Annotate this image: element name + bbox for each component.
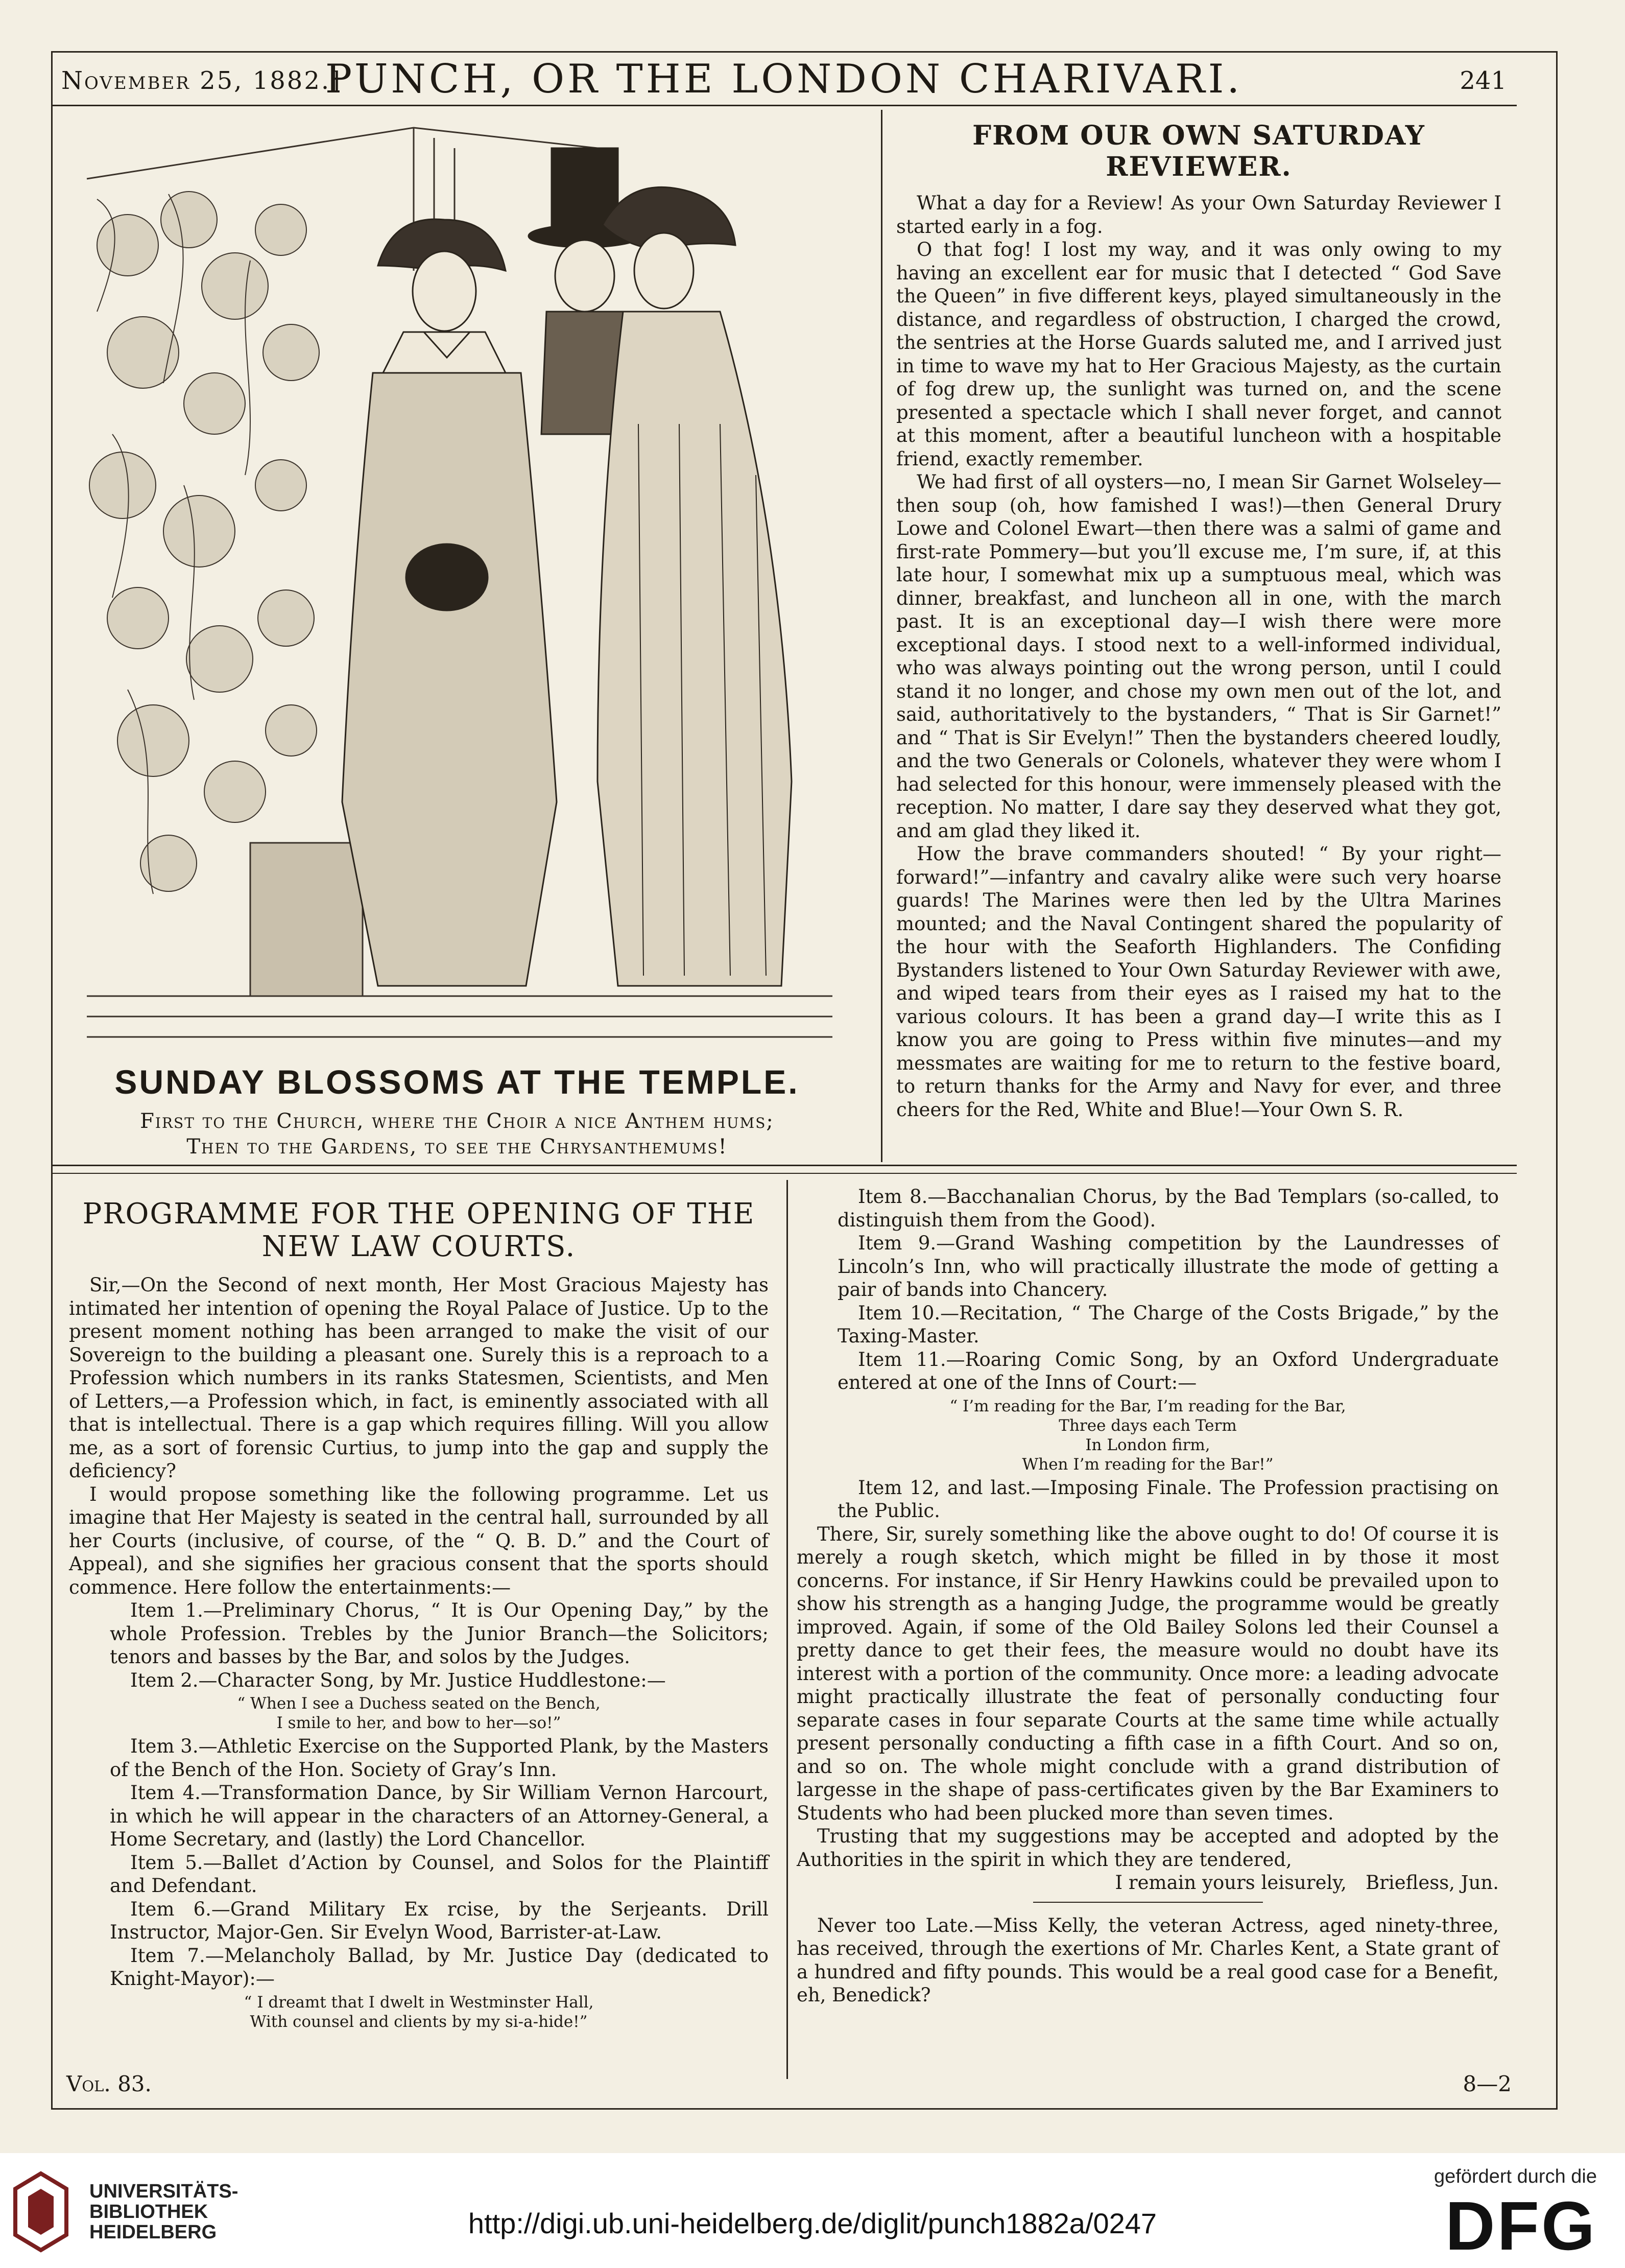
saturday-reviewer-body <box>896 192 1501 1121</box>
verse-line: “ I dreamt that I dwelt in Westminster Hall, <box>244 1993 594 2012</box>
funded-by-text: gefördert durch die <box>1434 2166 1597 2187</box>
programme-item-11: Item 11.—Roaring Comic Song, by an Oxford Undergraduate entered at one of the Inns of Court:— <box>838 1348 1499 1393</box>
illustration-caption <box>66 1108 848 1160</box>
programme-item-2: Item 2.—Character Song, by Mr. Justice Huddlestone:— <box>130 1669 666 1691</box>
library-name-line: BIBLIOTHEK <box>89 2201 208 2223</box>
page-number: 241 <box>1460 66 1507 95</box>
programme-item-8: Item 8.—Bacchanalian Chorus, by the Bad Templars (so-called, to distinguish them from the Good). <box>838 1186 1499 1231</box>
verse-item-2 <box>69 1694 769 1733</box>
programme-intro-2: I would propose something like the following programme. Let us imagine that Her Majesty is seated in the central hall, surrounded by all her Courts (inclusive, of course, of the “ Q. B. D.” and the Court of Appeal), and she signifies her gracious consent that the sports should commence. Here follow the entertainments:— <box>69 1483 769 1598</box>
section-rule <box>51 1165 1517 1166</box>
verse-line: “ When I see a Duchess seated on the Bench, <box>237 1694 601 1713</box>
issue-date: November 25, 1882.] <box>61 66 342 95</box>
column-divider-bottom <box>786 1180 788 2079</box>
programme-item-10: Item 10.—Recitation, “ The Charge of the Costs Brigade,” by the Taxing-Master. <box>838 1302 1499 1347</box>
signature-mark: 8—2 <box>1463 2071 1512 2096</box>
verse-line: I smile to her, and bow to her—so!” <box>276 1714 561 1732</box>
programme-intro-1: Sir,—On the Second of next month, Her Most Gracious Majesty has intimated her intention of opening the Royal Palace of Justice. Up to the present moment nothing has been arranged to make the visit of our Sovereign to the building a pleasant one. Surely this is a reproach to a Profession which numbers in its ranks Statesmen, Scientists, and Men of Letters,—a Profession which, in fact, is eminently associated with all that is intellectual. There is a gap which requires filling. Will you allow me, as a sort of forensic Curtius, to jump into the gap and supply the deficiency? <box>69 1274 769 1482</box>
saturday-paragraph-2: O that fog! I lost my way, and it was only owing to my having an excellent ear for music that I detected “ God Save the Queen” in five different keys, played simultaneously in the distance, and regardless of obstruction, I charged the crowd, the sentries at the Horse Guards saluted me, and I arrived just in time to wave my hat to Her Gracious Majesty, as the curtain of fog drew up, the sunlight was turned on, and the scene presented a spectacle which I shall never forget, and cannot at this moment, after a beautiful luncheon with a hospitable friend, exactly remember. <box>896 239 1501 470</box>
header-rule <box>51 105 1517 106</box>
programme-continued-body <box>797 1185 1499 2007</box>
programme-closing-1: There, Sir, surely something like the above ought to do! Of course it is merely a rough sketch, which might be filled in by those it most concerns. For instance, if Sir Henry Hawkins could be prevailed upon to show his strength as a hanging Judge, the programme would be greatly improved. Again, if some of the Old Bailey Solons led their Counsel a pretty dance to get their fees, the measure would no doubt have its interest with a portion of the community. Once more: a leading advocate might practically illustrate the feat of personally conducting four separate cases in four separate Courts at the same time while actually present personally conducting a fifth case in a fifth Court. And so on, and so on. The whole might conclude with a grand distribution of largesse in the shape of pass-certificates given by the Bar Examiners to Students who had been plucked more than seven times. <box>797 1523 1499 1824</box>
verse-line: In London firm, <box>1085 1435 1210 1454</box>
programme-title: PROGRAMME FOR THE OPENING OF THE NEW LAW COURTS. <box>82 1197 755 1263</box>
saturday-reviewer-title: FROM OUR OWN SATURDAY REVIEWER. <box>972 120 1425 182</box>
programme-item-4: Item 4.—Transformation Dance, by Sir William Vernon Harcourt, in which he will appear in the characters of an Attorney-General, a Home Secretary, and (lastly) the Lord Chancellor. <box>110 1782 769 1850</box>
never-too-late-paragraph: Never too Late.—Miss Kelly, the veteran Actress, aged ninety-three, has received, through the exertions of Mr. Charles Kent, a State grant of a hundred and fifty pounds. This would be a real good case for a Benefit, eh, Benedick? <box>797 1914 1499 2006</box>
programme-article <box>69 1198 769 2034</box>
programme-item-9: Item 9.—Grand Washing competition by the Laundresses of Lincoln’s Inn, who will practically illustrate the mode of getting a pair of bands into Chancery. <box>838 1232 1499 1301</box>
caption-line-1: First to the Church, where the Choir a nice Anthem hums; <box>140 1109 774 1133</box>
programme-item-12: Item 12, and last.—Imposing Finale. The Profession practising on the Public. <box>838 1476 1499 1522</box>
page-header <box>61 49 1507 105</box>
programme-continued <box>797 1185 1499 2007</box>
programme-item-3: Item 3.—Athletic Exercise on the Supported Plank, by the Masters of the Bench of the Hon. Society of Gray’s Inn. <box>110 1735 769 1781</box>
volume-number: Vol. 83. <box>66 2071 152 2096</box>
programme-item-1: Item 1.—Preliminary Chorus, “ It is Our Opening Day,” by the whole Profession. Trebles by the Junior Branch—the Solicitors; tenors and basses by the Bar, and solos by the Judges. <box>110 1599 769 1668</box>
saturday-reviewer-article <box>896 120 1501 1121</box>
column-divider-top <box>881 110 882 1162</box>
verse-line: When I’m reading for the Bar!” <box>1022 1455 1274 1474</box>
engraving-illustration <box>66 117 848 1052</box>
illustration-title: SUNDAY BLOSSOMS AT THE TEMPLE. <box>114 1063 800 1101</box>
programme-item-6: Item 6.—Grand Military Ex rcise, by the Serjeants. Drill Instructor, Major-Gen. Sir Evelyn Wood, Barrister-at-Law. <box>110 1898 769 1943</box>
article-separator <box>1033 1902 1263 1903</box>
programme-body <box>69 1273 769 2031</box>
dfg-logo: DFG <box>1445 2187 1597 2264</box>
programme-closing-2: Trusting that my suggestions may be accepted and adopted by the Authorities in the spirit in which they are tendered, <box>797 1825 1499 1871</box>
verse-line: With counsel and clients by my si-a-hide!” <box>250 2012 588 2031</box>
verse-item-7 <box>69 1993 769 2031</box>
library-name-line: HEIDELBERG <box>89 2222 217 2243</box>
saturday-paragraph-3: We had first of all oysters—no, I mean Sir Garnet Wolseley—then soup (oh, how famished I was!)—then General Drury Lowe and Colonel Ewart—then there was a salmi of game and first-rate Pommery—but you’ll excuse me, I’m sure, if, at this late hour, I somewhat mix up a sumptuous meal, which was dinner, breakfast, and luncheon all in one, with the march past. It is an exceptional day—I wish there were more exceptional days. I stood next to a well-informed individual, who was always pointing out the wrong person, until I could stand it no longer, and chose my own men out of the lot, and said, authoritatively to the bystanders, “ That is Sir Garnet!” and “ That is Sir Evelyn!” Then the bystanders cheered loudly, and the two Generals or Colonels, whatever they were whom I had selected for this honour, were immensely pleased with the reception. No matter, I dare say they deserved what they got, and am glad they liked it. <box>896 471 1501 842</box>
verse-item-11 <box>797 1397 1499 1474</box>
programme-item-5: Item 5.—Ballet d’Action by Counsel, and Solos for the Plaintiff and Defendant. <box>110 1851 769 1897</box>
verse-line: “ I’m reading for the Bar, I’m reading for the Bar, <box>949 1397 1346 1415</box>
masthead-title: PUNCH, OR THE LONDON CHARIVARI. <box>325 56 1243 102</box>
caption-line-2: Then to the Gardens, to see the Chrysanthemums! <box>186 1135 728 1159</box>
source-url-link[interactable]: http://digi.ub.uni-heidelberg.de/diglit/punch1882a/0247 <box>468 2207 1157 2239</box>
section-rule-double <box>51 1173 1517 1174</box>
library-name-line: UNIVERSITÄTS- <box>89 2181 238 2202</box>
verse-line: Three days each Term <box>1059 1416 1237 1435</box>
programme-item-7: Item 7.—Melancholy Ballad, by Mr. Justice Day (dedicated to Knight-Mayor):— <box>110 1944 769 1990</box>
saturday-paragraph-4: How the brave commanders shouted! “ By your right—forward!”—infantry and cavalry alike were such very hoarse guards! The Marines were then led by the Ultra Marines mounted; and the Naval Contingent shared the popularity of the hour with the Seaforth Highlanders. The Confiding Bystanders listened to Your Own Saturday Reviewer with awe, and wiped tears from their eyes as I raised my hat to the various colours. It has been a grand day—I write this as I know you are going to Press within five minutes—and my messmates are waiting for me to return to the festive board, to return thanks for the Army and Navy for ever, and three cheers for the Red, White and Blue!—Your Own S. R. <box>896 843 1501 1121</box>
digitization-banner <box>0 2153 1625 2268</box>
programme-signature: I remain yours leisurely, Briefless, Jun. <box>1115 1872 1499 1894</box>
saturday-paragraph-1: What a day for a Review! As your Own Saturday Reviewer I started early in a fog. <box>896 192 1501 238</box>
engraving-drawing <box>66 117 848 1052</box>
